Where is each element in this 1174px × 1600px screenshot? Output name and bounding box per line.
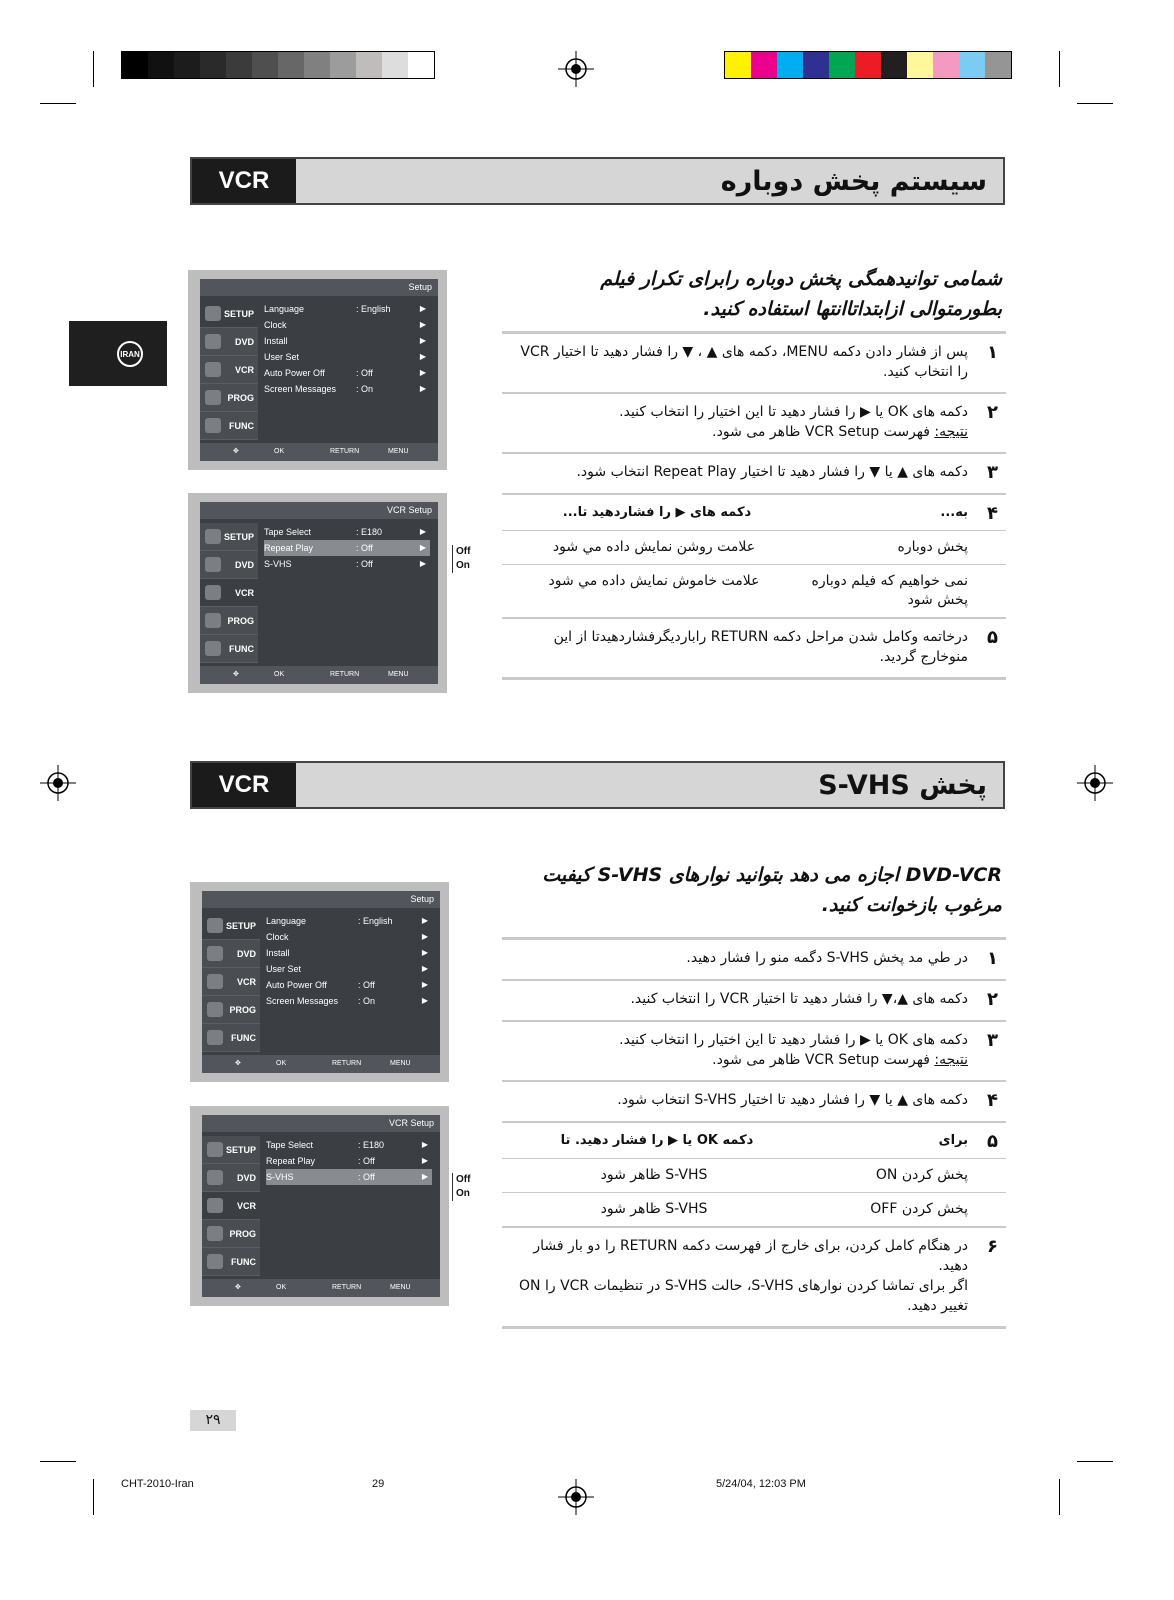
crop-mark — [1059, 51, 1060, 87]
osd-nav-prog: PROG — [200, 607, 258, 635]
osd-menu-row: Clock ▶ — [264, 317, 430, 333]
return-hint: RETURN — [332, 1060, 362, 1067]
osd-menu-row-highlighted: Repeat Play : Off ▶ — [264, 540, 430, 556]
clock-icon — [207, 1002, 223, 1017]
note-text: فهرست VCR Setup ظاهر می شود. — [712, 1052, 930, 1068]
arrow-right-icon: ▶ — [421, 996, 428, 1005]
crop-mark — [40, 103, 76, 104]
osd-screenshot-vcr-setup — [188, 493, 447, 693]
crop-mark — [40, 1461, 76, 1462]
arrow-right-icon: ▶ — [421, 964, 428, 973]
vcr-icon — [207, 1198, 223, 1213]
arrow-right-icon: ▶ — [419, 368, 426, 377]
arrow-right-icon: ▶ — [419, 527, 426, 536]
step — [502, 981, 1006, 1022]
dpad-icon: ✥ — [233, 448, 239, 455]
section-title: پخش S-VHS — [818, 769, 987, 801]
table-row — [502, 531, 1006, 565]
osd-menu-row: S-VHS : Off ▶ — [264, 556, 430, 572]
step-note — [508, 422, 968, 442]
table-head-left: به... — [940, 505, 968, 520]
table-cell-left: پخش کردن OFF — [870, 1201, 968, 1217]
osd-nav-dvd: DVD — [202, 940, 260, 968]
step-number: ۱ — [987, 342, 998, 363]
registration-mark-icon — [1077, 765, 1113, 801]
off-on-callout — [452, 1173, 470, 1201]
section-header-repeat-play — [190, 157, 1005, 205]
osd-menu-row: Language : English ▶ — [264, 301, 430, 317]
osd-title: Setup — [202, 891, 440, 908]
crop-mark — [1077, 103, 1113, 104]
arrow-right-icon: ▶ — [419, 559, 426, 568]
step-text: دکمه های ▲،▼ را فشار دهید تا اختیار VCR را انتخاب کنید. — [630, 991, 968, 1007]
gear-icon — [205, 306, 221, 321]
ok-hint: OK — [276, 1284, 287, 1291]
return-hint: RETURN — [330, 448, 360, 455]
step-main-text: دکمه های OK یا ▶ را فشار دهید تا این اختیار را انتخاب کنید. — [619, 1032, 968, 1048]
arrow-right-icon: ▶ — [421, 916, 428, 925]
ok-hint: OK — [274, 448, 285, 455]
step — [502, 394, 1006, 454]
footer-file: CHT-2010-Iran — [121, 1478, 194, 1490]
table-cell-right: S-VHS ظاهر شود — [600, 1201, 708, 1217]
osd-title: VCR Setup — [200, 502, 438, 519]
osd-menu — [266, 913, 432, 1009]
table-cell-right: علامت خاموش نمایش داده مي شود — [548, 573, 760, 589]
step-text: در طي مد پخش S-VHS دگمه منو را فشار دهید. — [686, 950, 968, 966]
osd-menu-row: User Set ▶ — [266, 961, 432, 977]
menu-hint: MENU — [388, 671, 409, 678]
arrow-right-icon: ▶ — [421, 948, 428, 957]
gear-icon — [207, 1142, 223, 1157]
footer-page: 29 — [372, 1478, 385, 1490]
section-intro: شمامی توانیدهمگی پخش دوباره رابرای تکرار فیلم بطورمتوالی ازابتداتاانتها استفاده کنید. — [600, 268, 1002, 320]
table-head-left: برای — [938, 1133, 968, 1148]
step-main-text: دکمه های OK یا ▶ را فشار دهید تا این اختیار را انتخاب کنید. — [619, 404, 968, 420]
table-cell-left: پخش دوباره — [897, 539, 968, 555]
step-number: ۵ — [987, 627, 998, 648]
ok-hint: OK — [276, 1060, 287, 1067]
note-label: نتیجه: — [934, 424, 968, 440]
osd-menu — [264, 301, 430, 397]
osd-nav-dvd: DVD — [200, 551, 258, 579]
step-with-table — [502, 1123, 1006, 1159]
arrow-right-icon: ▶ — [421, 1140, 428, 1149]
disc-icon — [205, 334, 221, 349]
footer-date: 5/24/04, 12:03 PM — [716, 1478, 806, 1490]
osd-nav-prog: PROG — [202, 1220, 260, 1248]
osd-menu-row: Install ▶ — [264, 333, 430, 349]
table-cell-right: علامت روشن نمایش داده مي شود — [552, 539, 756, 555]
arrow-right-icon: ▶ — [419, 304, 426, 313]
step-number: ۳ — [987, 1030, 998, 1051]
ok-hint: OK — [274, 671, 285, 678]
disc-icon — [207, 1170, 223, 1185]
arrow-right-icon: ▶ — [421, 932, 428, 941]
vcr-icon — [207, 974, 223, 989]
step — [502, 619, 1006, 680]
step-text: درخاتمه وکامل شدن مراحل دکمه RETURN راباردیگرفشاردهیدتا از این منوخارج گردید. — [553, 629, 968, 665]
step-number: ۳ — [987, 462, 998, 483]
step-text — [502, 1030, 968, 1070]
osd-menu-row: Screen Messages : On ▶ — [264, 381, 430, 397]
osd-menu-row: User Set ▶ — [264, 349, 430, 365]
crop-mark — [93, 51, 94, 87]
osd-nav-dvd: DVD — [202, 1164, 260, 1192]
step-text: دکمه های ▲ یا ▼ را فشار دهید تا اختیار Repeat Play انتخاب شود. — [576, 464, 968, 480]
arrow-right-icon: ▶ — [419, 543, 426, 552]
table-row — [502, 1193, 1006, 1228]
arrow-right-icon: ▶ — [419, 384, 426, 393]
return-hint: RETURN — [332, 1284, 362, 1291]
osd-bottom-bar — [200, 443, 438, 461]
osd-nav-dvd: DVD — [200, 328, 258, 356]
step-number: ۴ — [987, 1090, 998, 1111]
step — [502, 1082, 1006, 1123]
osd-nav — [202, 912, 260, 1052]
table-head-right: دکمه OK یا ▶ را فشار دهید. تا — [560, 1133, 754, 1148]
menu-hint: MENU — [390, 1284, 411, 1291]
table-row — [502, 565, 1006, 619]
section-intro: DVD-VCR اجازه می دهد بتوانید نوارهای S-VHS کیفیت مرغوب بازخوانت کنید. — [542, 864, 1002, 916]
osd-screen — [200, 279, 438, 461]
clock-icon — [205, 390, 221, 405]
cmyk-color-bar — [724, 51, 1012, 79]
step-number: ۶ — [987, 1236, 998, 1257]
page-number: ۲۹ — [190, 1410, 236, 1431]
crop-mark — [1077, 1461, 1113, 1462]
gear-icon — [205, 529, 221, 544]
osd-nav-vcr: VCR — [202, 968, 260, 996]
osd-nav-vcr: VCR — [200, 579, 258, 607]
osd-nav — [200, 300, 258, 440]
func-icon — [207, 1030, 223, 1045]
step-number: ۲ — [987, 989, 998, 1010]
step — [502, 1022, 1006, 1082]
disc-icon — [207, 946, 223, 961]
section-title: سیستم پخش دوباره — [720, 165, 987, 197]
iran-badge: IRAN — [117, 341, 143, 367]
osd-screenshot-setup — [190, 882, 449, 1082]
step — [502, 454, 1006, 495]
vcr-icon — [205, 362, 221, 377]
arrow-right-icon: ▶ — [419, 336, 426, 345]
step-table-head — [502, 503, 968, 524]
osd-nav-prog: PROG — [202, 996, 260, 1024]
func-icon — [207, 1254, 223, 1269]
arrow-right-icon: ▶ — [421, 1156, 428, 1165]
arrow-right-icon: ▶ — [421, 980, 428, 989]
table-cell-left: نمی خواهیم که فیلم دوباره پخش شود — [811, 573, 968, 608]
note-label: نتیجه: — [934, 1052, 968, 1068]
table-cell-right: S-VHS ظاهر شود — [600, 1167, 708, 1183]
osd-menu-row: Auto Power Off : Off ▶ — [264, 365, 430, 381]
language-side-tab — [69, 321, 167, 386]
osd-bottom-bar — [202, 1279, 440, 1297]
osd-screen — [202, 1115, 440, 1297]
off-on-callout — [452, 545, 470, 573]
osd-menu-row: Language : English ▶ — [266, 913, 432, 929]
func-icon — [205, 641, 221, 656]
step-number: ۲ — [987, 402, 998, 423]
step — [502, 334, 1006, 394]
osd-nav-setup: SETUP — [202, 1136, 260, 1164]
step — [502, 940, 1006, 981]
disc-icon — [205, 557, 221, 572]
note-text: فهرست VCR Setup ظاهر می شود. — [712, 424, 930, 440]
dpad-icon: ✥ — [233, 671, 239, 678]
arrow-right-icon: ▶ — [419, 320, 426, 329]
osd-nav-setup: SETUP — [202, 912, 260, 940]
section-header-svhs — [190, 761, 1005, 809]
step-extra-text: اگر برای تماشا کردن نوارهای S-VHS، حالت S-VHS در تنظیمات VCR را ON تغییر دهید. — [519, 1278, 968, 1314]
table-row — [502, 1159, 1006, 1193]
osd-bottom-bar — [202, 1055, 440, 1073]
osd-nav-vcr: VCR — [202, 1192, 260, 1220]
osd-title: VCR Setup — [202, 1115, 440, 1132]
func-icon — [205, 418, 221, 433]
osd-screenshot-vcr-setup — [190, 1106, 449, 1306]
callout-off: Off — [456, 546, 471, 557]
osd-menu-row: Auto Power Off : Off ▶ — [266, 977, 432, 993]
table-head-right: دکمه های ▶ را فشاردهید تا... — [562, 505, 752, 520]
osd-menu-row: Repeat Play : Off ▶ — [266, 1153, 432, 1169]
steps-list — [502, 331, 1006, 680]
osd-menu-row: Screen Messages : On ▶ — [266, 993, 432, 1009]
arrow-right-icon: ▶ — [421, 1172, 428, 1181]
osd-screen — [202, 891, 440, 1073]
step-text — [502, 1236, 968, 1316]
osd-menu-row: Install ▶ — [266, 945, 432, 961]
osd-nav-setup: SETUP — [200, 523, 258, 551]
osd-menu-row-highlighted: S-VHS : Off ▶ — [266, 1169, 432, 1185]
menu-hint: MENU — [388, 448, 409, 455]
osd-nav-func: FUNC — [200, 635, 258, 663]
osd-nav — [200, 523, 258, 663]
osd-nav-prog: PROG — [200, 384, 258, 412]
osd-menu — [264, 524, 430, 572]
registration-mark-icon — [40, 765, 76, 801]
osd-menu-row: Tape Select : E180 ▶ — [264, 524, 430, 540]
crop-mark — [1059, 1479, 1060, 1515]
osd-menu — [266, 1137, 432, 1185]
section-tag: VCR — [192, 159, 296, 203]
step-number: ۴ — [987, 503, 998, 524]
step — [502, 1228, 1006, 1329]
osd-nav-func: FUNC — [202, 1024, 260, 1052]
grayscale-color-bar — [121, 51, 435, 79]
osd-nav-func: FUNC — [200, 412, 258, 440]
steps-list — [502, 937, 1006, 1329]
step-number: ۵ — [987, 1131, 998, 1152]
callout-off: Off — [456, 1174, 471, 1185]
osd-title: Setup — [200, 279, 438, 296]
clock-icon — [205, 613, 221, 628]
osd-bottom-bar — [200, 666, 438, 684]
gear-icon — [207, 918, 223, 933]
step-text: دکمه های ▲ یا ▼ را فشار دهید تا اختیار S-VHS انتخاب شود. — [617, 1092, 968, 1108]
osd-nav-vcr: VCR — [200, 356, 258, 384]
step-main-text: در هنگام کامل کردن، برای خارج از فهرست دکمه RETURN را دو بار فشار دهید. — [533, 1238, 968, 1274]
step-text: پس از فشار دادن دکمه MENU، دکمه های ▲ ، ▼ را فشار دهید تا اختیار VCR را انتخاب کنید. — [520, 344, 968, 380]
callout-on: On — [456, 1188, 470, 1199]
clock-icon — [207, 1226, 223, 1241]
menu-hint: MENU — [390, 1060, 411, 1067]
step-table-head — [502, 1131, 968, 1152]
osd-nav-func: FUNC — [202, 1248, 260, 1276]
step-text — [502, 402, 968, 442]
registration-mark-icon — [558, 51, 594, 87]
return-hint: RETURN — [330, 671, 360, 678]
dpad-icon: ✥ — [235, 1284, 241, 1291]
table-cell-left: پخش کردن ON — [875, 1167, 968, 1183]
osd-menu-row: Clock ▶ — [266, 929, 432, 945]
osd-menu-row: Tape Select : E180 ▶ — [266, 1137, 432, 1153]
crop-mark — [93, 1479, 94, 1515]
osd-screen — [200, 502, 438, 684]
osd-nav — [202, 1136, 260, 1276]
step-with-table — [502, 495, 1006, 531]
step-number: ۱ — [987, 948, 998, 969]
osd-nav-setup: SETUP — [200, 300, 258, 328]
section-tag: VCR — [192, 763, 296, 807]
registration-mark-icon — [558, 1479, 594, 1515]
dpad-icon: ✥ — [235, 1060, 241, 1067]
osd-screenshot-setup — [188, 270, 447, 470]
arrow-right-icon: ▶ — [419, 352, 426, 361]
callout-on: On — [456, 560, 470, 571]
vcr-icon — [205, 585, 221, 600]
step-note — [508, 1050, 968, 1070]
